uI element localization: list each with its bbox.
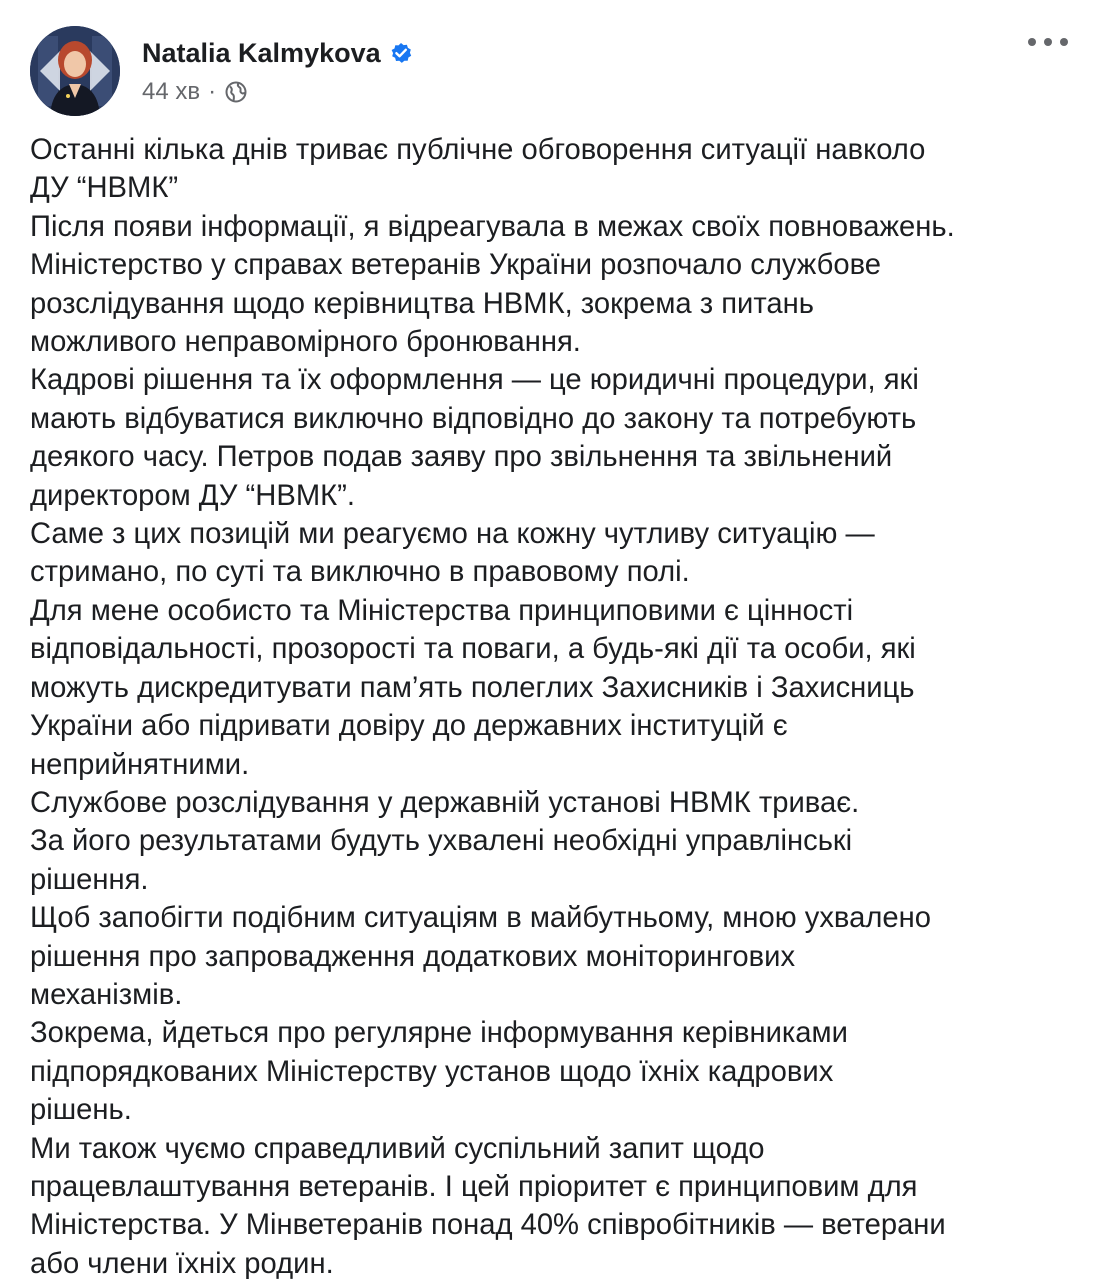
post-line: Ми також чуємо справедливий суспільний запит щодо [30, 1132, 765, 1165]
post-line: Останні кілька днів триває публічне обговорення ситуації навколо [30, 134, 926, 166]
more-dot [1028, 38, 1036, 46]
globe-icon[interactable] [224, 80, 248, 104]
post-meta [142, 78, 248, 106]
post-line: рішень. [30, 1094, 132, 1127]
meta-separator: · [208, 78, 217, 105]
post-line: Кадрові рішення та їх оформлення — це юридичні процедури, які [30, 364, 919, 397]
post-line: рішення про запровадження додаткових моніторингових [30, 940, 796, 973]
post-line: мають відбуватися виключно відповідно до закону та потребують [30, 402, 917, 435]
post-header [30, 26, 1070, 118]
post-line: Службове розслідування у державній установі НВМК триває. [30, 786, 860, 819]
post-line: або члени їхніх родин. [30, 1247, 334, 1280]
post-line: України або підривати довіру до державних інституцій є [30, 710, 788, 743]
author-name[interactable]: Natalia Kalmykova [142, 38, 381, 68]
avatar-photo [30, 26, 120, 116]
post-line: ДУ “НВМК” [30, 172, 179, 205]
post-line: можливого неправомірного бронювання. [30, 326, 581, 359]
more-options-icon[interactable] [1028, 32, 1068, 52]
post-line: працевлаштування ветеранів. І цей пріоритет є принциповим для [30, 1170, 918, 1203]
post-line: можуть дискредитувати пам’ять полеглих Захисників і Захисниць [30, 671, 915, 704]
post-timestamp[interactable]: 44 хв [142, 78, 201, 105]
author-name-row[interactable] [142, 38, 413, 69]
post-line: рішення. [30, 863, 149, 896]
post-line: підпорядкованих Міністерству установ щодо їхніх кадрових [30, 1055, 834, 1088]
post-line: відповідальності, прозорості та поваги, а будь-які дії та особи, які [30, 633, 916, 666]
post-line: стримано, по суті та виключно в правовому полі. [30, 556, 690, 589]
post-line: механізмів. [30, 978, 183, 1011]
post-line: Зокрема, йдеться про регулярне інформування керівниками [30, 1017, 848, 1050]
more-dot [1060, 38, 1068, 46]
post-line: Щоб запобігти подібним ситуаціям в майбутньому, мною ухвалено [30, 902, 931, 935]
post-line: Міністерства. У Мінветеранів понад 40% співробітників — ветерани [30, 1209, 946, 1242]
post-line: Для мене особисто та Міністерства принциповими є цінності [30, 594, 854, 627]
verified-badge-icon [389, 41, 413, 65]
post-line: Саме з цих позицій ми реагуємо на кожну чутливу ситуацію — [30, 518, 875, 551]
avatar[interactable] [30, 26, 120, 116]
post-line: Міністерство у справах ветеранів України розпочало службове [30, 249, 881, 282]
post-line: директором ДУ “НВМК”. [30, 479, 355, 512]
more-dot [1044, 38, 1052, 46]
post-line: За його результатами будуть ухвалені необхідні управлінські [30, 825, 853, 858]
post-line: Після появи інформації, я відреагувала в межах своїх повноважень. [30, 210, 955, 243]
post-line: розслідування щодо керівництва НВМК, зокрема з питань [30, 287, 814, 320]
post-text [30, 131, 1075, 1283]
post-line: неприйнятними. [30, 748, 250, 781]
post-line: деякого часу. Петров подав заяву про звільнення та звільнений [30, 441, 893, 474]
